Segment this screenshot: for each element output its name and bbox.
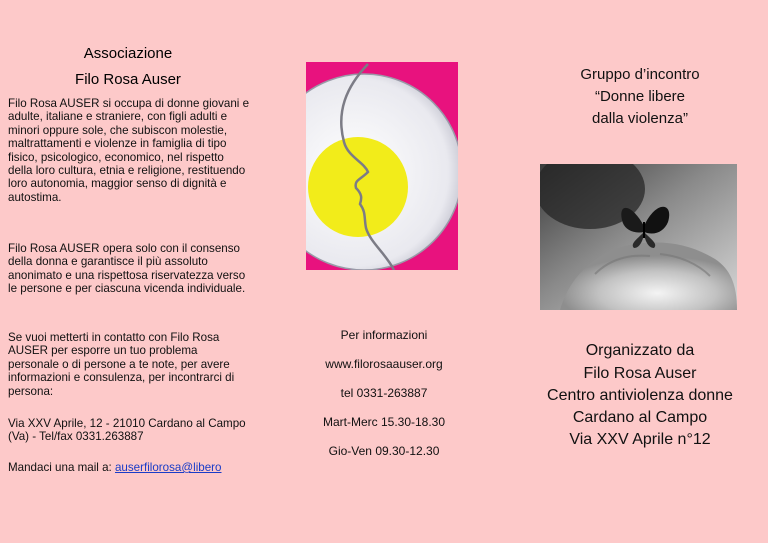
group-title-line-1: Gruppo d’incontro: [580, 66, 700, 83]
address-paragraph: Via XXV Aprile, 12 - 21010 Cardano al Campo (Va) - Tel/fax 0331.263887: [8, 417, 246, 444]
contact-paragraph: Se vuoi metterti in contatto con Filo Rosa AUSER per esporre un tuo problema personale o di persone a te note, per avere informazioni e consulenza, per incontrarci di persona:: [8, 331, 235, 398]
org-line-1: Organizzato da: [585, 342, 695, 359]
butterfly-hands-icon: [540, 164, 737, 310]
mail-prefix: Mandaci una mail a:: [8, 461, 115, 474]
info-title: Per informazioni: [340, 328, 428, 342]
mail-paragraph: [8, 461, 250, 474]
association-name: Filo Rosa Auser: [75, 71, 181, 88]
org-line-4: Cardano al Campo: [572, 409, 708, 426]
profile-logo-icon: [306, 62, 458, 270]
hours-line-2: Gio-Ven 09.30-12.30: [328, 444, 440, 458]
group-title-line-3: dalla violenza”: [592, 110, 688, 127]
hours-line-1: Mart-Merc 15.30-18.30: [322, 415, 446, 429]
email-link[interactable]: auserfilorosa@libero: [114, 461, 222, 474]
butterfly-photo: [540, 164, 737, 310]
org-line-3: Centro antiviolenza donne: [547, 387, 733, 404]
description-paragraph: Filo Rosa AUSER si occupa di donne giovani e adulte, italiane e straniere, con figli adulti e minori oppure sole, che subiscon molestie, maltrattamenti e violenze in famiglia di tipo fisico, psicologico, economico, nel rispetto della loro cultura, etnia e religione, restituendo loro autonomia, maggior senso di dignità e autostima.: [8, 97, 250, 204]
consent-paragraph: Filo Rosa AUSER opera solo con il consenso della donna e garantisce il più assoluto anonimato e una rispettosa riservatezza verso le persone e per ciascuna vicenda individuale.: [8, 242, 246, 296]
org-line-5: Via XXV Aprile n°12: [569, 431, 711, 448]
association-label: Associazione: [83, 45, 173, 62]
website-text: www.filorosaauser.org: [325, 357, 443, 371]
phone-text: tel 0331-263887: [340, 386, 428, 400]
org-line-2: Filo Rosa Auser: [583, 365, 697, 382]
logo-image: [306, 62, 458, 270]
group-title-line-2: “Donne libere: [594, 88, 686, 105]
left-panel: [0, 0, 256, 543]
